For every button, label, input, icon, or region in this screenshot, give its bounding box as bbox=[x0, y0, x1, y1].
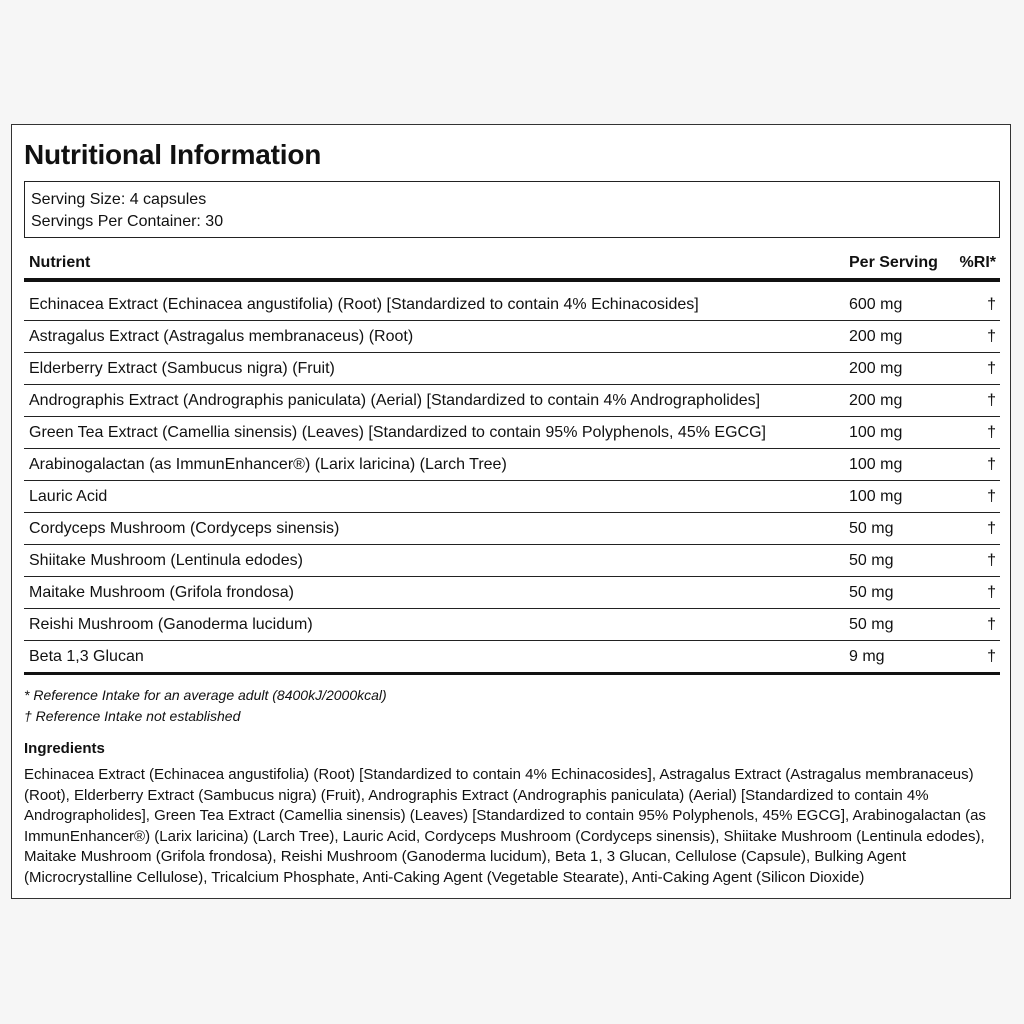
table-row bbox=[24, 545, 1000, 577]
row-ri: † bbox=[987, 487, 996, 505]
row-ri: † bbox=[987, 583, 996, 601]
row-ri: † bbox=[987, 391, 996, 409]
row-amount: 50 mg bbox=[849, 519, 894, 537]
page-title: Nutritional Information bbox=[24, 139, 322, 170]
row-nutrient: Andrographis Extract (Andrographis paniculata) (Aerial) [Standardized to contain 4% Andrographolides] bbox=[29, 391, 761, 409]
row-amount: 100 mg bbox=[849, 455, 903, 473]
row-amount: 600 mg bbox=[849, 295, 903, 313]
row-amount: 200 mg bbox=[849, 359, 903, 377]
row-nutrient: Astragalus Extract (Astragalus membranaceus) (Root) bbox=[29, 327, 414, 345]
row-nutrient: Reishi Mushroom (Ganoderma lucidum) bbox=[29, 615, 313, 633]
header-per-serving: Per Serving bbox=[849, 254, 938, 271]
row-nutrient: Elderberry Extract (Sambucus nigra) (Fruit) bbox=[29, 359, 335, 377]
table-row bbox=[24, 641, 1000, 675]
serving-info-box bbox=[24, 181, 1000, 238]
header-ri: %RI* bbox=[959, 254, 996, 271]
row-amount: 100 mg bbox=[849, 487, 903, 505]
row-amount: 100 mg bbox=[849, 423, 903, 441]
row-nutrient: Shiitake Mushroom (Lentinula edodes) bbox=[29, 551, 303, 569]
row-nutrient: Lauric Acid bbox=[29, 487, 108, 505]
table-row bbox=[24, 577, 1000, 609]
row-ri: † bbox=[987, 647, 996, 665]
footnote-reference-intake: * Reference Intake for an average adult (8400kJ/2000kcal) bbox=[24, 687, 387, 703]
table-header bbox=[24, 248, 1000, 282]
nutrition-panel bbox=[11, 124, 1011, 899]
table-row bbox=[24, 321, 1000, 353]
table-row bbox=[24, 353, 1000, 385]
table-row bbox=[24, 417, 1000, 449]
row-nutrient: Cordyceps Mushroom (Cordyceps sinensis) bbox=[29, 519, 340, 537]
row-ri: † bbox=[987, 295, 996, 313]
row-ri: † bbox=[987, 359, 996, 377]
serving-size: Serving Size: 4 capsules bbox=[31, 191, 207, 208]
table-row bbox=[24, 609, 1000, 641]
row-ri: † bbox=[987, 519, 996, 537]
servings-per-container: Servings Per Container: 30 bbox=[31, 213, 224, 230]
row-amount: 9 mg bbox=[849, 647, 885, 665]
row-nutrient: Beta 1,3 Glucan bbox=[29, 647, 144, 665]
row-amount: 200 mg bbox=[849, 391, 903, 409]
row-amount: 50 mg bbox=[849, 615, 894, 633]
row-ri: † bbox=[987, 455, 996, 473]
table-row bbox=[24, 481, 1000, 513]
row-ri: † bbox=[987, 327, 996, 345]
table-row bbox=[24, 513, 1000, 545]
row-nutrient: Green Tea Extract (Camellia sinensis) (Leaves) [Standardized to contain 95% Polyphenols, 45% EGCG] bbox=[29, 423, 766, 441]
footnote-not-established: † Reference Intake not established bbox=[24, 708, 241, 724]
ingredients-heading: Ingredients bbox=[24, 740, 105, 757]
row-ri: † bbox=[987, 615, 996, 633]
row-nutrient: Echinacea Extract (Echinacea angustifolia) (Root) [Standardized to contain 4% Echinacosides] bbox=[29, 295, 699, 313]
table-row bbox=[24, 449, 1000, 481]
row-ri: † bbox=[987, 423, 996, 441]
header-nutrient: Nutrient bbox=[29, 254, 91, 271]
nutrient-table bbox=[24, 248, 1000, 675]
row-ri: † bbox=[987, 551, 996, 569]
row-amount: 200 mg bbox=[849, 327, 903, 345]
table-row bbox=[24, 289, 1000, 321]
row-nutrient: Arabinogalactan (as ImmunEnhancer®) (Larix laricina) (Larch Tree) bbox=[29, 455, 507, 473]
footnotes bbox=[24, 685, 387, 727]
row-nutrient: Maitake Mushroom (Grifola frondosa) bbox=[29, 583, 294, 601]
row-amount: 50 mg bbox=[849, 551, 894, 569]
row-amount: 50 mg bbox=[849, 583, 894, 601]
table-row bbox=[24, 385, 1000, 417]
ingredients-text: Echinacea Extract (Echinacea angustifolia) (Root) [Standardized to contain 4% Echinacosides], Astragalus Extract (Astragalus membranaceus) (Root), Elderberry Extract (Sambucus nigra) (Fruit), Andrographis Extract (Andrographis paniculata) (Aerial) [Standardized to contain 4% Andrographolides], Green Tea Extract (Camellia sinensis) (Leaves) [Standardized to contain 95% Polyphenols, 45% EGCG], Arabinogalactan (as ImmunEnhancer®) (Larix laricina) (Larch Tree), Lauric Acid, Cordyceps Mushroom (Cordyceps sinensis), Shiitake Mushroom (Lentinula edodes), Maitake Mushroom (Grifola frondosa), Reishi Mushroom (Ganoderma lucidum), Beta 1, 3 Glucan, Cellulose (Capsule), Bulking Agent (Microcrystalline Cellulose), Tricalcium Phosphate, Anti-Caking Agent (Vegetable Stearate), Anti-Caking Agent (Silicon Dioxide) bbox=[24, 766, 986, 886]
